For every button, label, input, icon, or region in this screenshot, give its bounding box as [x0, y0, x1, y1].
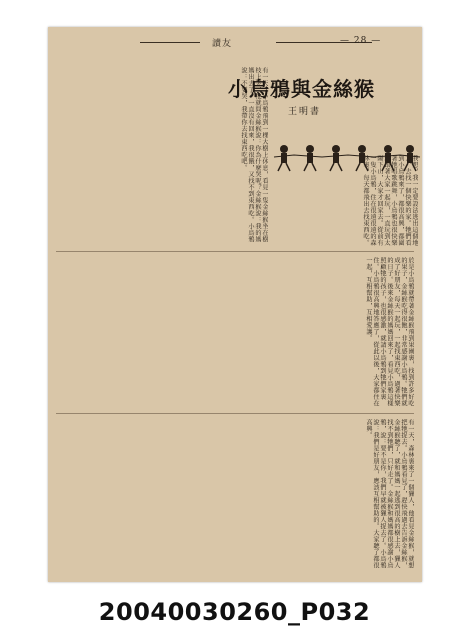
header-rule-left [140, 42, 200, 43]
body-text-top-left: 有一天，小烏鴉飛到一棵大樹上休息，看見一隻金絲猴坐在樹枝上哭，牠就問金絲猴說：你為什麼哭呢？金絲猴說：我的媽媽出去了，一直沒有回來，我很餓，又找不到東西吃。小烏鴉說：不要哭，我帶你去找東西吃吧。 [240, 67, 268, 243]
body-text-bottom: 有一天，森林裏來了一個獵人，他看見金絲猴，就想把牠捉去。小烏鴉看見了，趕快飛過去告訴金絲猴，金絲猴聽了，就和媽媽一起逃到很高的樹上去，獵人找不到牠們，只好走了。金絲猴和媽媽都很感謝小烏鴉，說：要不是你，我們早就被獵人捉去了。小烏鴉說：我們是好朋友，應該互相幫助的。大家聽了都很高興。 [365, 419, 414, 569]
section-title: 讀友 [212, 39, 233, 49]
column-divider-1 [56, 251, 414, 252]
article-author: 王明書 [288, 107, 322, 117]
page-number: — 28 — [340, 36, 382, 46]
body-text-middle: 於是小烏鴉就帶著金絲猴飛到果園裏，找到許多好吃的果子，金絲猴吃得很飽，非常感謝小烏鴉。牠們就成了好朋友，每天一起玩，一起找東西吃，過著快樂的日子。後來金絲猴的媽媽回來了，看見小烏鴉這樣照顧牠的孩子，也很感激，就請小烏鴉到牠們家裏住。小烏鴉很高興地答應了，從此以後，大家都住在一起，互相幫助，互相愛護。 [365, 257, 414, 407]
article-title: 小烏鴉與金絲猴 [228, 77, 375, 101]
archive-id-caption: 20040030260_P032 [98, 598, 371, 626]
body-text-top-right: 我想，我一定要設法逃出這個地方，去找一個快樂的家。牠們看到小烏鴉來了，都很高興，都圍著牠唱歌跳舞，小烏鴉也很快樂地跟著大家一起玩，一直玩到太陽下山，大家才回家去。從前有一隻小烏鴉，住在很遠很遠的森林裏，每天都飛出去找東西吃。 [362, 155, 418, 246]
column-divider-2 [56, 413, 414, 414]
page-number-value: 28 [353, 36, 368, 46]
magazine-page [48, 27, 422, 582]
